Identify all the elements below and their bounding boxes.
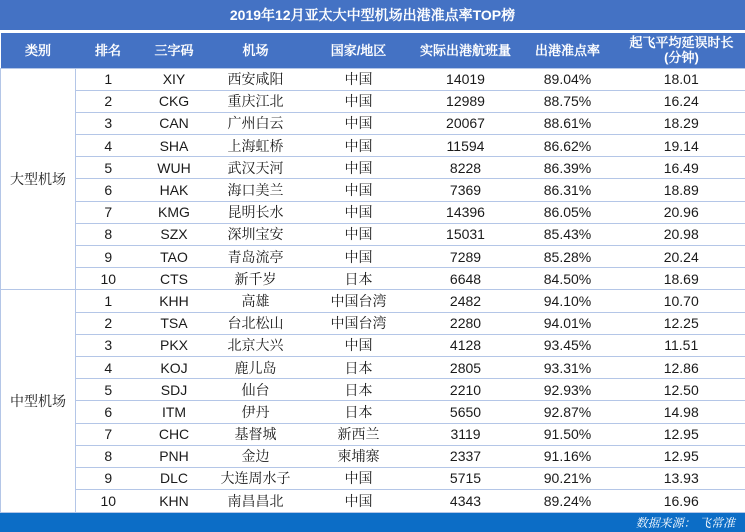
category-cell: 大型机场 bbox=[1, 68, 76, 290]
code-cell: CAN bbox=[141, 112, 208, 134]
punctuality-cell: 84.50% bbox=[518, 268, 618, 290]
airport-cell: 新千岁 bbox=[208, 268, 304, 290]
rank-cell: 4 bbox=[76, 356, 141, 378]
airport-cell: 大连周水子 bbox=[208, 467, 304, 489]
delay-cell: 11.51 bbox=[618, 334, 745, 356]
flights-cell: 2337 bbox=[414, 445, 518, 467]
table-row bbox=[1, 201, 745, 223]
delay-cell: 20.24 bbox=[618, 246, 745, 268]
country-cell: 中国 bbox=[304, 179, 414, 201]
flights-cell: 11594 bbox=[414, 135, 518, 157]
header-delay-line2: (分钟) bbox=[664, 50, 699, 66]
flights-cell: 14396 bbox=[414, 201, 518, 223]
rank-cell: 8 bbox=[76, 223, 141, 245]
country-cell: 中国台湾 bbox=[304, 312, 414, 334]
country-cell: 中国 bbox=[304, 112, 414, 134]
flights-cell: 5650 bbox=[414, 401, 518, 423]
flights-cell: 3119 bbox=[414, 423, 518, 445]
delay-cell: 18.69 bbox=[618, 268, 745, 290]
code-cell: DLC bbox=[141, 467, 208, 489]
table-row bbox=[1, 90, 745, 112]
airport-cell: 海口美兰 bbox=[208, 179, 304, 201]
table-row bbox=[1, 467, 745, 489]
table-row bbox=[1, 68, 745, 90]
table-row bbox=[1, 312, 745, 334]
airport-cell: 西安咸阳 bbox=[208, 68, 304, 90]
header-category: 类别 bbox=[1, 33, 76, 68]
header-punctuality: 出港准点率 bbox=[518, 33, 618, 68]
code-cell: ITM bbox=[141, 401, 208, 423]
table-row bbox=[1, 112, 745, 134]
country-cell: 中国 bbox=[304, 157, 414, 179]
flights-cell: 15031 bbox=[414, 223, 518, 245]
airport-cell: 高雄 bbox=[208, 290, 304, 312]
code-cell: TAO bbox=[141, 246, 208, 268]
airport-cell: 武汉天河 bbox=[208, 157, 304, 179]
delay-cell: 12.50 bbox=[618, 379, 745, 401]
punctuality-cell: 85.28% bbox=[518, 246, 618, 268]
header-delay bbox=[618, 33, 745, 68]
flights-cell: 7369 bbox=[414, 179, 518, 201]
punctuality-cell: 91.50% bbox=[518, 423, 618, 445]
flights-cell: 4343 bbox=[414, 490, 518, 512]
code-cell: SDJ bbox=[141, 379, 208, 401]
code-cell: KOJ bbox=[141, 356, 208, 378]
table-row bbox=[1, 356, 745, 378]
flights-cell: 2280 bbox=[414, 312, 518, 334]
rank-cell: 5 bbox=[76, 379, 141, 401]
table-header bbox=[1, 33, 745, 68]
header-country: 国家/地区 bbox=[304, 33, 414, 68]
table-row bbox=[1, 246, 745, 268]
airport-cell: 广州白云 bbox=[208, 112, 304, 134]
delay-cell: 14.98 bbox=[618, 401, 745, 423]
punctuality-cell: 94.01% bbox=[518, 312, 618, 334]
punctuality-table bbox=[0, 33, 745, 513]
airport-cell: 仙台 bbox=[208, 379, 304, 401]
country-cell: 中国 bbox=[304, 223, 414, 245]
delay-cell: 13.93 bbox=[618, 467, 745, 489]
punctuality-cell: 93.45% bbox=[518, 334, 618, 356]
country-cell: 中国 bbox=[304, 135, 414, 157]
punctuality-cell: 86.05% bbox=[518, 201, 618, 223]
table-row bbox=[1, 490, 745, 512]
punctuality-cell: 88.61% bbox=[518, 112, 618, 134]
category-cell: 中型机场 bbox=[1, 290, 76, 512]
punctuality-cell: 94.10% bbox=[518, 290, 618, 312]
delay-cell: 16.96 bbox=[618, 490, 745, 512]
punctuality-cell: 89.04% bbox=[518, 68, 618, 90]
punctuality-cell: 88.75% bbox=[518, 90, 618, 112]
table-row bbox=[1, 135, 745, 157]
table-row bbox=[1, 334, 745, 356]
airport-cell: 南昌昌北 bbox=[208, 490, 304, 512]
code-cell: CHC bbox=[141, 423, 208, 445]
flights-cell: 4128 bbox=[414, 334, 518, 356]
airport-cell: 鹿儿岛 bbox=[208, 356, 304, 378]
code-cell: TSA bbox=[141, 312, 208, 334]
punctuality-cell: 92.93% bbox=[518, 379, 618, 401]
header-delay-line1: 起飞平均延误时长 bbox=[629, 35, 734, 51]
country-cell: 柬埔寨 bbox=[304, 445, 414, 467]
delay-cell: 18.29 bbox=[618, 112, 745, 134]
airport-cell: 金边 bbox=[208, 445, 304, 467]
table-row bbox=[1, 445, 745, 467]
header-code: 三字码 bbox=[141, 33, 208, 68]
delay-cell: 16.49 bbox=[618, 157, 745, 179]
country-cell: 日本 bbox=[304, 379, 414, 401]
report-title: 2019年12月亚太大中型机场出港准点率TOP榜 bbox=[0, 0, 745, 30]
rank-cell: 6 bbox=[76, 401, 141, 423]
rank-cell: 6 bbox=[76, 179, 141, 201]
country-cell: 中国 bbox=[304, 490, 414, 512]
table-row bbox=[1, 268, 745, 290]
rank-cell: 5 bbox=[76, 157, 141, 179]
country-cell: 中国 bbox=[304, 68, 414, 90]
punctuality-cell: 85.43% bbox=[518, 223, 618, 245]
country-cell: 中国 bbox=[304, 246, 414, 268]
airport-cell: 伊丹 bbox=[208, 401, 304, 423]
delay-cell: 10.70 bbox=[618, 290, 745, 312]
flights-cell: 6648 bbox=[414, 268, 518, 290]
header-flights: 实际出港航班量 bbox=[414, 33, 518, 68]
country-cell: 中国 bbox=[304, 201, 414, 223]
rank-cell: 3 bbox=[76, 334, 141, 356]
code-cell: PKX bbox=[141, 334, 208, 356]
rank-cell: 10 bbox=[76, 490, 141, 512]
flights-cell: 2210 bbox=[414, 379, 518, 401]
punctuality-cell: 86.39% bbox=[518, 157, 618, 179]
code-cell: PNH bbox=[141, 445, 208, 467]
code-cell: KHN bbox=[141, 490, 208, 512]
code-cell: XIY bbox=[141, 68, 208, 90]
delay-cell: 18.01 bbox=[618, 68, 745, 90]
code-cell: WUH bbox=[141, 157, 208, 179]
airport-cell: 基督城 bbox=[208, 423, 304, 445]
punctuality-cell: 89.24% bbox=[518, 490, 618, 512]
delay-cell: 12.25 bbox=[618, 312, 745, 334]
flights-cell: 20067 bbox=[414, 112, 518, 134]
rank-cell: 1 bbox=[76, 290, 141, 312]
flights-cell: 2482 bbox=[414, 290, 518, 312]
country-cell: 日本 bbox=[304, 268, 414, 290]
delay-cell: 18.89 bbox=[618, 179, 745, 201]
table-body bbox=[1, 68, 745, 512]
airport-cell: 昆明长水 bbox=[208, 201, 304, 223]
delay-cell: 16.24 bbox=[618, 90, 745, 112]
country-cell: 新西兰 bbox=[304, 423, 414, 445]
rank-cell: 9 bbox=[76, 467, 141, 489]
delay-cell: 12.95 bbox=[618, 445, 745, 467]
code-cell: CKG bbox=[141, 90, 208, 112]
rank-cell: 10 bbox=[76, 268, 141, 290]
delay-cell: 12.86 bbox=[618, 356, 745, 378]
delay-cell: 12.95 bbox=[618, 423, 745, 445]
country-cell: 日本 bbox=[304, 356, 414, 378]
delay-cell: 19.14 bbox=[618, 135, 745, 157]
country-cell: 中国台湾 bbox=[304, 290, 414, 312]
table-row bbox=[1, 379, 745, 401]
code-cell: SHA bbox=[141, 135, 208, 157]
table-row bbox=[1, 223, 745, 245]
punctuality-cell: 92.87% bbox=[518, 401, 618, 423]
airport-cell: 台北松山 bbox=[208, 312, 304, 334]
country-cell: 日本 bbox=[304, 401, 414, 423]
punctuality-cell: 86.31% bbox=[518, 179, 618, 201]
airport-cell: 北京大兴 bbox=[208, 334, 304, 356]
delay-cell: 20.98 bbox=[618, 223, 745, 245]
rank-cell: 8 bbox=[76, 445, 141, 467]
country-cell: 中国 bbox=[304, 90, 414, 112]
country-cell: 中国 bbox=[304, 467, 414, 489]
code-cell: SZX bbox=[141, 223, 208, 245]
code-cell: HAK bbox=[141, 179, 208, 201]
code-cell: KHH bbox=[141, 290, 208, 312]
airport-cell: 上海虹桥 bbox=[208, 135, 304, 157]
table-row bbox=[1, 157, 745, 179]
rank-cell: 2 bbox=[76, 312, 141, 334]
rank-cell: 1 bbox=[76, 68, 141, 90]
punctuality-cell: 91.16% bbox=[518, 445, 618, 467]
airport-cell: 重庆江北 bbox=[208, 90, 304, 112]
punctuality-cell: 86.62% bbox=[518, 135, 618, 157]
code-cell: CTS bbox=[141, 268, 208, 290]
table-row bbox=[1, 179, 745, 201]
airport-cell: 深圳宝安 bbox=[208, 223, 304, 245]
footer-bar bbox=[0, 513, 745, 532]
flights-cell: 5715 bbox=[414, 467, 518, 489]
punctuality-cell: 90.21% bbox=[518, 467, 618, 489]
table-row bbox=[1, 401, 745, 423]
header-rank: 排名 bbox=[76, 33, 141, 68]
punctuality-cell: 93.31% bbox=[518, 356, 618, 378]
rank-cell: 2 bbox=[76, 90, 141, 112]
flights-cell: 7289 bbox=[414, 246, 518, 268]
flights-cell: 14019 bbox=[414, 68, 518, 90]
header-airport: 机场 bbox=[208, 33, 304, 68]
country-cell: 中国 bbox=[304, 334, 414, 356]
airport-cell: 青岛流亭 bbox=[208, 246, 304, 268]
table-row bbox=[1, 423, 745, 445]
delay-cell: 20.96 bbox=[618, 201, 745, 223]
table-row bbox=[1, 290, 745, 312]
flights-cell: 8228 bbox=[414, 157, 518, 179]
flights-cell: 2805 bbox=[414, 356, 518, 378]
rank-cell: 7 bbox=[76, 201, 141, 223]
rank-cell: 3 bbox=[76, 112, 141, 134]
rank-cell: 4 bbox=[76, 135, 141, 157]
flights-cell: 12989 bbox=[414, 90, 518, 112]
rank-cell: 7 bbox=[76, 423, 141, 445]
rank-cell: 9 bbox=[76, 246, 141, 268]
code-cell: KMG bbox=[141, 201, 208, 223]
data-source-label: 数据来源： 飞常准 bbox=[635, 516, 735, 530]
